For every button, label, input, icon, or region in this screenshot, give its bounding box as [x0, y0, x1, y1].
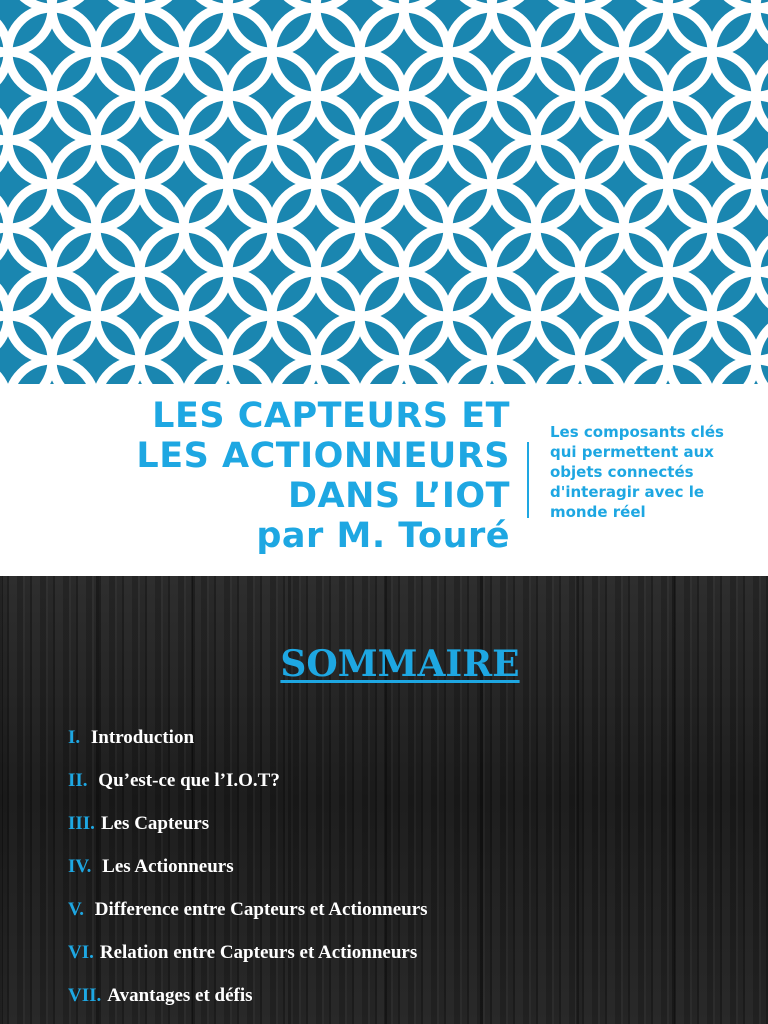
toc-number: III.: [68, 813, 95, 834]
title-author-line: par M. Touré: [256, 516, 510, 556]
toc-label: Qu’est-ce que l’I.O.T?: [98, 770, 280, 791]
toc-number: VI.: [68, 942, 94, 963]
toc-number: V.: [68, 899, 85, 920]
toc-item: [68, 896, 428, 939]
title-line-2: LES ACTIONNEURS: [136, 436, 510, 476]
title-area: [0, 384, 768, 576]
circle-pattern-svg: [0, 0, 768, 384]
toc-number: IV.: [68, 856, 92, 877]
toc-label: Relation entre Capteurs et Actionneurs: [99, 942, 418, 963]
title-line-3: DANS L’IOT: [287, 476, 510, 516]
decorative-circle-pattern: [0, 0, 768, 384]
toc-item: [68, 810, 428, 853]
toc-label: Les Capteurs: [100, 813, 210, 834]
presentation-title: [40, 396, 510, 556]
toc-item: [68, 767, 428, 810]
toc-item: [68, 724, 428, 767]
toc-label: Difference entre Capteurs et Actionneurs: [94, 899, 428, 920]
title-line-1: LES CAPTEURS ET: [152, 396, 510, 436]
presentation-subtitle: Les composants clés qui permettent aux objets connectés d'interagir avec le monde réel: [550, 423, 724, 521]
toc-label: Les Actionneurs: [102, 856, 234, 877]
toc-number: VII.: [68, 985, 102, 1006]
summary-slide: [0, 576, 768, 1024]
toc-item: [68, 982, 428, 1024]
toc-label: Avantages et défis: [107, 985, 253, 1006]
table-of-contents: [68, 724, 428, 1024]
summary-heading: SOMMAIRE: [280, 643, 520, 685]
toc-label: Introduction: [90, 727, 195, 748]
toc-number: II.: [68, 770, 88, 791]
toc-item: [68, 853, 428, 896]
toc-item: [68, 939, 428, 982]
toc-number: I.: [68, 727, 81, 748]
title-divider: [527, 442, 529, 518]
